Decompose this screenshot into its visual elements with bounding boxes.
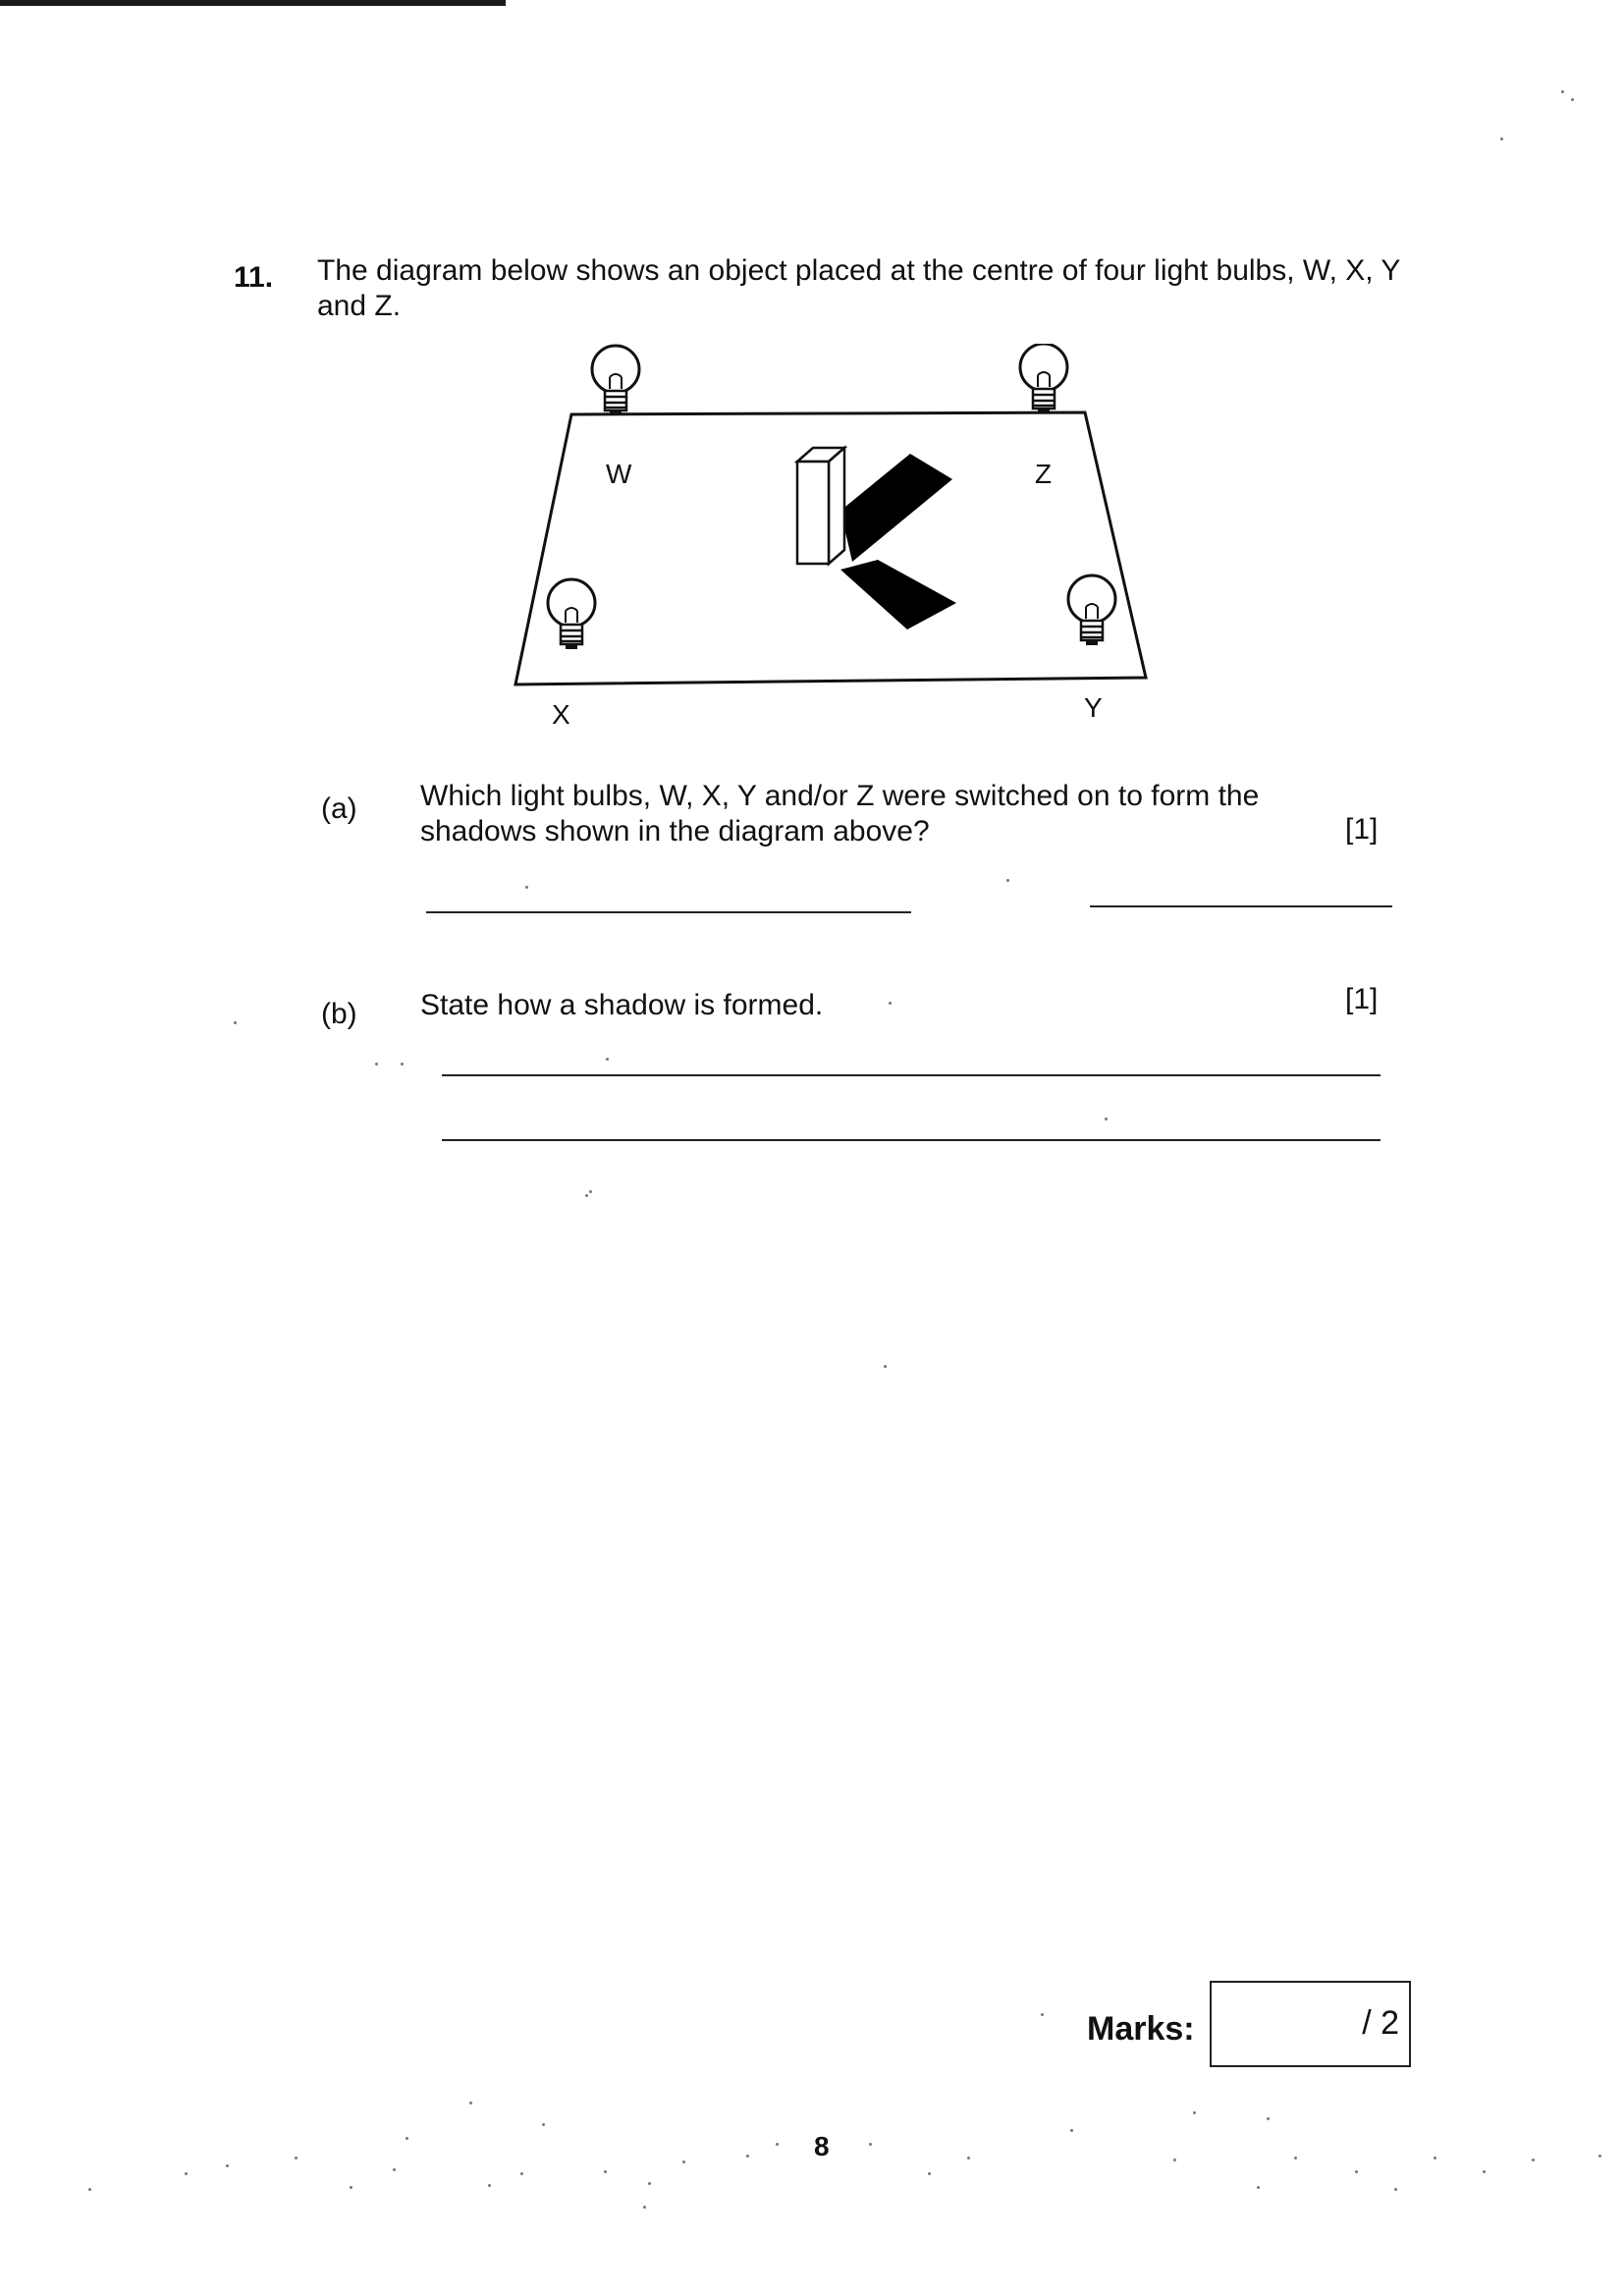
page-number: 8 [814, 2131, 830, 2161]
part-b-label: (b) [321, 998, 357, 1030]
bulb-z-icon [1020, 344, 1067, 413]
marks-total: / 2 [1362, 2004, 1399, 2042]
shadow-upper [840, 454, 952, 562]
marks-label: Marks: [1087, 2010, 1195, 2048]
part-b-answer-line-2[interactable] [442, 1139, 1380, 1141]
label-w: W [606, 459, 632, 489]
part-b-answer-line-1[interactable] [442, 1074, 1380, 1076]
label-y: Y [1084, 692, 1103, 723]
part-a-label: (a) [321, 793, 357, 825]
part-a-answer-line-1[interactable] [426, 911, 911, 913]
label-x: X [552, 699, 570, 730]
label-z: Z [1035, 459, 1053, 489]
light-bulbs-diagram [491, 344, 1178, 737]
part-b-text: State how a shadow is formed. [420, 989, 824, 1021]
question-text: The diagram below shows an object placed at the centre of four light bulbs, W, X, Y and Z. [317, 254, 1400, 322]
part-a-answer-line-2[interactable] [1090, 905, 1392, 907]
bulb-y-icon [1068, 575, 1115, 645]
part-a-marks: [1] [1345, 813, 1379, 846]
top-rule [0, 0, 506, 6]
part-b-marks: [1] [1345, 983, 1379, 1015]
block-object [797, 448, 844, 564]
bulb-w-icon [592, 346, 639, 415]
marks-box[interactable] [1210, 1981, 1411, 2067]
question-number: 11. [234, 261, 274, 294]
shadow-lower [840, 560, 956, 629]
part-a-text: Which light bulbs, W, X, Y and/or Z were switched on to form the shadows shown in the diagram above? [420, 780, 1260, 847]
bulb-x-icon [548, 579, 595, 649]
